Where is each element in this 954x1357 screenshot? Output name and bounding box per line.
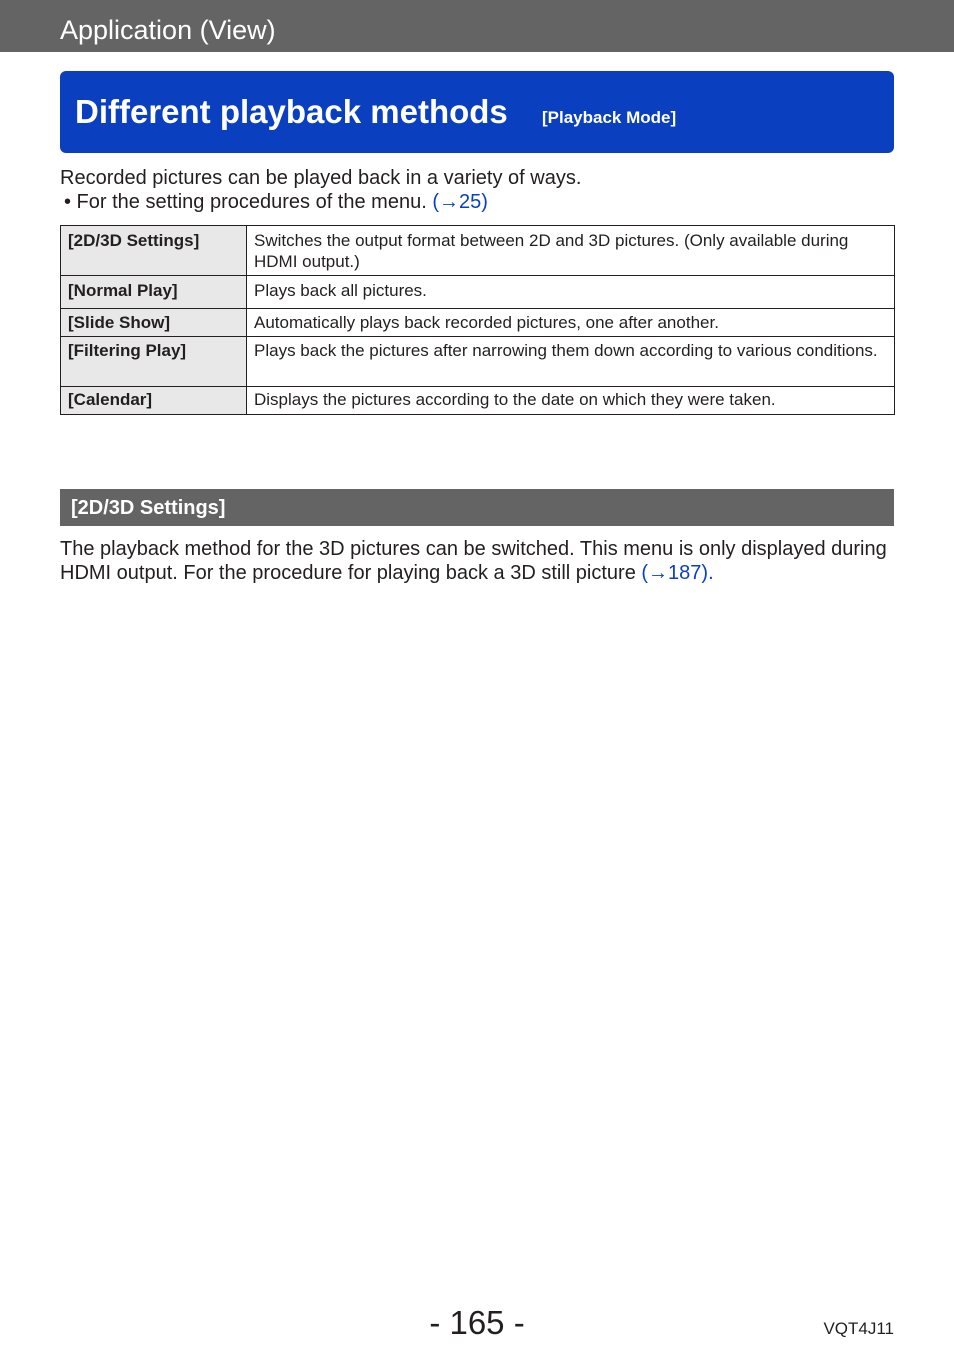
section-title: [2D/3D Settings]: [71, 497, 226, 519]
page-number: - 165 -: [429, 1304, 525, 1341]
table-row-description: Displays the pictures according to the date on which they were taken.: [247, 387, 895, 415]
table-row-description: Plays back the pictures after narrowing them down according to various conditions.: [247, 337, 895, 387]
table-row-description: Automatically plays back recorded pictures, one after another.: [247, 309, 895, 337]
menu-procedure-link[interactable]: (→25): [432, 191, 488, 213]
table-row: [61, 387, 895, 415]
intro-paragraph: [60, 166, 894, 214]
table-row-label: [Slide Show]: [61, 309, 247, 337]
table-row-label: [Normal Play]: [61, 276, 247, 309]
table-row: [61, 226, 895, 276]
document-code: VQT4J11: [823, 1319, 894, 1338]
intro-bullet: [60, 190, 894, 214]
section-header-bar: [60, 489, 894, 526]
table-row-description: Switches the output format between 2D and 3D pictures. (Only available during HDMI output.): [247, 226, 895, 276]
table-row-label: [Filtering Play]: [61, 337, 247, 387]
playback-methods-table: [60, 225, 895, 415]
table-row: [61, 276, 895, 309]
table-row-description: Plays back all pictures.: [247, 276, 895, 309]
intro-bullet-text: • For the setting procedures of the menu.: [64, 191, 433, 213]
table-row-label: [2D/3D Settings]: [61, 226, 247, 276]
3d-playback-link[interactable]: (→187): [641, 562, 709, 584]
page-title-banner: [60, 71, 894, 153]
table-row: [61, 309, 895, 337]
page-subtitle: [Playback Mode]: [542, 108, 677, 127]
section-body-text: The playback method for the 3D pictures can be switched. This menu is only displayed during HDMI output. For the procedure for playing back a 3D still picture: [60, 538, 887, 584]
intro-line: Recorded pictures can be played back in a variety of ways.: [60, 167, 582, 189]
chapter-header-bar: [0, 0, 954, 52]
table-row-label: [Calendar]: [61, 387, 247, 415]
section-body-paragraph: [60, 537, 894, 585]
table-row: [61, 337, 895, 387]
page-title: Different playback methods: [75, 93, 508, 130]
section-body-end: .: [708, 562, 714, 584]
chapter-title: Application (View): [60, 15, 276, 45]
